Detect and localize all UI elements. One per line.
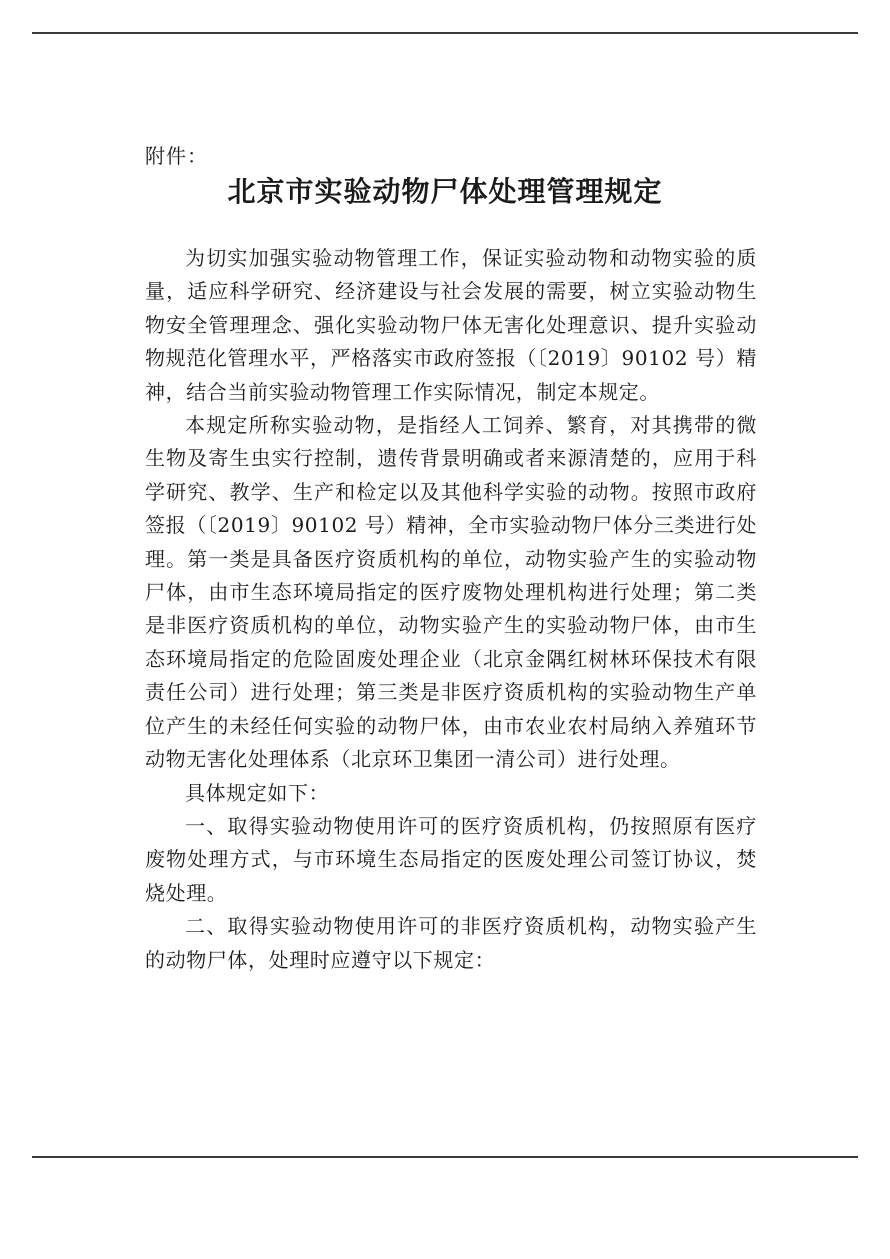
attachment-label: 附件： <box>145 144 208 168</box>
paragraph-specifics-heading: 具体规定如下： <box>185 780 330 805</box>
paragraph-item-1: 一、取得实验动物使用许可的医疗资质机构，仍按照原有医疗废物处理方式，与市环境生态局指定的医废处理公司签订协议，焚烧处理。 <box>145 813 757 905</box>
document-title: 北京市实验动物尸体处理管理规定 <box>227 175 663 208</box>
paragraph-item-2: 二、取得实验动物使用许可的非医疗资质机构，动物实验产生的动物尸体，处理时应遵守以下规定： <box>145 914 757 972</box>
paragraph-definition: 本规定所称实验动物，是指经人工饲养、繁育，对其携带的微生物及寄生虫实行控制，遗传背景明确或者来源清楚的，应用于科学研究、教学、生产和检定以及其他科学实验的动物。按照市政府签报（〔2019〕90102 号）精神，全市实验动物尸体分三类进行处理。第一类是具备医疗资质机构的单位，动物实验产生的实验动物尸体，由市生态环境局指定的医疗废物处理机构进行处理；第二类是非医疗资质机构的单位，动物实验产生的实验动物尸体，由市生态环境局指定的危险固废处理企业（北京金隅红树林环保技术有限责任公司）进行处理；第三类是非医疗资质机构的实验动物生产单位产生的未经任何实验的动物尸体，由市农业农村局纳入养殖环节动物无害化处理体系（北京环卫集团一清公司）进行处理。 <box>145 413 757 772</box>
bottom-rule <box>32 1156 858 1158</box>
paragraph-intro: 为切实加强实验动物管理工作，保证实验动物和动物实验的质量，适应科学研究、经济建设与社会发展的需要，树立实验动物生物安全管理理念、强化实验动物尸体无害化处理意识、提升实验动物规范化管理水平，严格落实市政府签报（〔2019〕90102 号）精神，结合当前实验动物管理工作实际情况，制定本规定。 <box>145 246 757 404</box>
document-body <box>145 242 757 977</box>
